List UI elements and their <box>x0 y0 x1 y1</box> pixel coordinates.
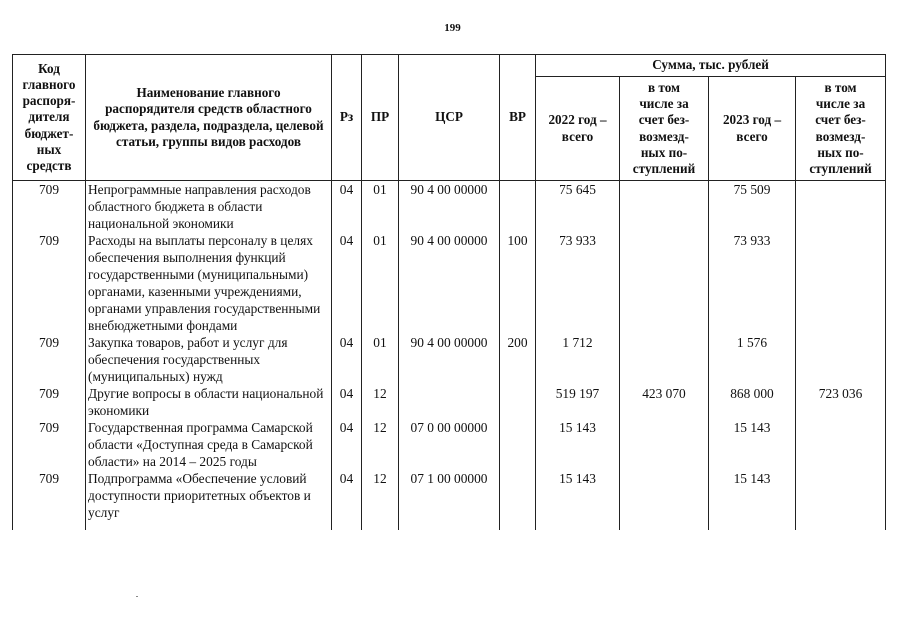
header-name: Наименование главного распорядителя средств областного бюджета, раздела, подраздела, целевой статьи, группы видов расходов <box>86 55 332 181</box>
table-row <box>13 232 886 334</box>
row-csr: 07 0 00 00000 <box>399 419 500 470</box>
row-code: 709 <box>13 419 86 470</box>
row-code: 709 <box>13 470 86 530</box>
table-row <box>13 419 886 470</box>
row-name: Закупка товаров, работ и услуг для обеспечения государственных (муниципальных) нужд <box>86 334 332 385</box>
row-vr <box>500 181 536 233</box>
table-row <box>13 334 886 385</box>
row-2022-total: 15 143 <box>536 470 620 530</box>
header-2022-free: в том числе за счет без-возмезд-ных по-ступлений <box>620 77 709 181</box>
row-2023-free <box>796 470 886 530</box>
table-row <box>13 385 886 419</box>
table-row <box>13 470 886 530</box>
row-name: Расходы на выплаты персоналу в целях обеспечения выполнения функций государственными (муниципальными) органами, казенными учреждениями, органами управления государственными внебюджетными фондами <box>86 232 332 334</box>
row-csr: 90 4 00 00000 <box>399 181 500 233</box>
header-code: Код главного распоря-дителя бюджет-ных средств <box>13 55 86 181</box>
header-2023-total: 2023 год – всего <box>709 77 796 181</box>
header-2023-free: в том числе за счет без-возмезд-ных по-ступлений <box>796 77 886 181</box>
row-pr: 01 <box>362 334 399 385</box>
row-rz: 04 <box>332 232 362 334</box>
row-name: Непрограммные направления расходов областного бюджета в области национальной экономики <box>86 181 332 233</box>
row-2022-free: 423 070 <box>620 385 709 419</box>
row-2022-free <box>620 232 709 334</box>
row-2022-total: 15 143 <box>536 419 620 470</box>
header-rz: Рз <box>332 55 362 181</box>
row-rz: 04 <box>332 385 362 419</box>
row-code: 709 <box>13 232 86 334</box>
row-2023-free <box>796 334 886 385</box>
row-2023-total: 1 576 <box>709 334 796 385</box>
row-2023-free <box>796 419 886 470</box>
row-2023-total: 73 933 <box>709 232 796 334</box>
row-csr: 07 1 00 00000 <box>399 470 500 530</box>
row-pr: 12 <box>362 470 399 530</box>
row-2023-total: 75 509 <box>709 181 796 233</box>
row-2022-free <box>620 181 709 233</box>
header-sum: Сумма, тыс. рублей <box>536 55 886 77</box>
table-row <box>13 181 886 233</box>
row-pr: 12 <box>362 385 399 419</box>
row-pr: 12 <box>362 419 399 470</box>
row-2022-free <box>620 334 709 385</box>
row-2022-total: 73 933 <box>536 232 620 334</box>
page-number: 199 <box>444 22 461 34</box>
row-vr <box>500 470 536 530</box>
row-rz: 04 <box>332 419 362 470</box>
row-vr <box>500 385 536 419</box>
row-vr: 200 <box>500 334 536 385</box>
row-csr: 90 4 00 00000 <box>399 232 500 334</box>
row-code: 709 <box>13 385 86 419</box>
row-rz: 04 <box>332 470 362 530</box>
row-2023-free <box>796 232 886 334</box>
row-pr: 01 <box>362 181 399 233</box>
row-name: Другие вопросы в области национальной экономики <box>86 385 332 419</box>
row-pr: 01 <box>362 232 399 334</box>
row-rz: 04 <box>332 334 362 385</box>
row-2023-free <box>796 181 886 233</box>
row-2023-total: 868 000 <box>709 385 796 419</box>
header-vr: ВР <box>500 55 536 181</box>
row-2022-free <box>620 470 709 530</box>
row-2022-total: 519 197 <box>536 385 620 419</box>
row-2023-free: 723 036 <box>796 385 886 419</box>
row-vr: 100 <box>500 232 536 334</box>
row-name: Государственная программа Самарской области «Доступная среда в Самарской области» на 2014 – 2025 годы <box>86 419 332 470</box>
row-csr <box>399 385 500 419</box>
budget-table <box>12 54 886 530</box>
row-vr <box>500 419 536 470</box>
header-2022-total: 2022 год – всего <box>536 77 620 181</box>
row-rz: 04 <box>332 181 362 233</box>
scan-speck <box>136 596 138 597</box>
row-csr: 90 4 00 00000 <box>399 334 500 385</box>
row-2022-total: 75 645 <box>536 181 620 233</box>
row-code: 709 <box>13 334 86 385</box>
row-name: Подпрограмма «Обеспечение условий доступности приоритетных объектов и услуг <box>86 470 332 530</box>
header-csr: ЦСР <box>399 55 500 181</box>
row-code: 709 <box>13 181 86 233</box>
row-2023-total: 15 143 <box>709 419 796 470</box>
row-2022-free <box>620 419 709 470</box>
header-pr: ПР <box>362 55 399 181</box>
row-2022-total: 1 712 <box>536 334 620 385</box>
row-2023-total: 15 143 <box>709 470 796 530</box>
